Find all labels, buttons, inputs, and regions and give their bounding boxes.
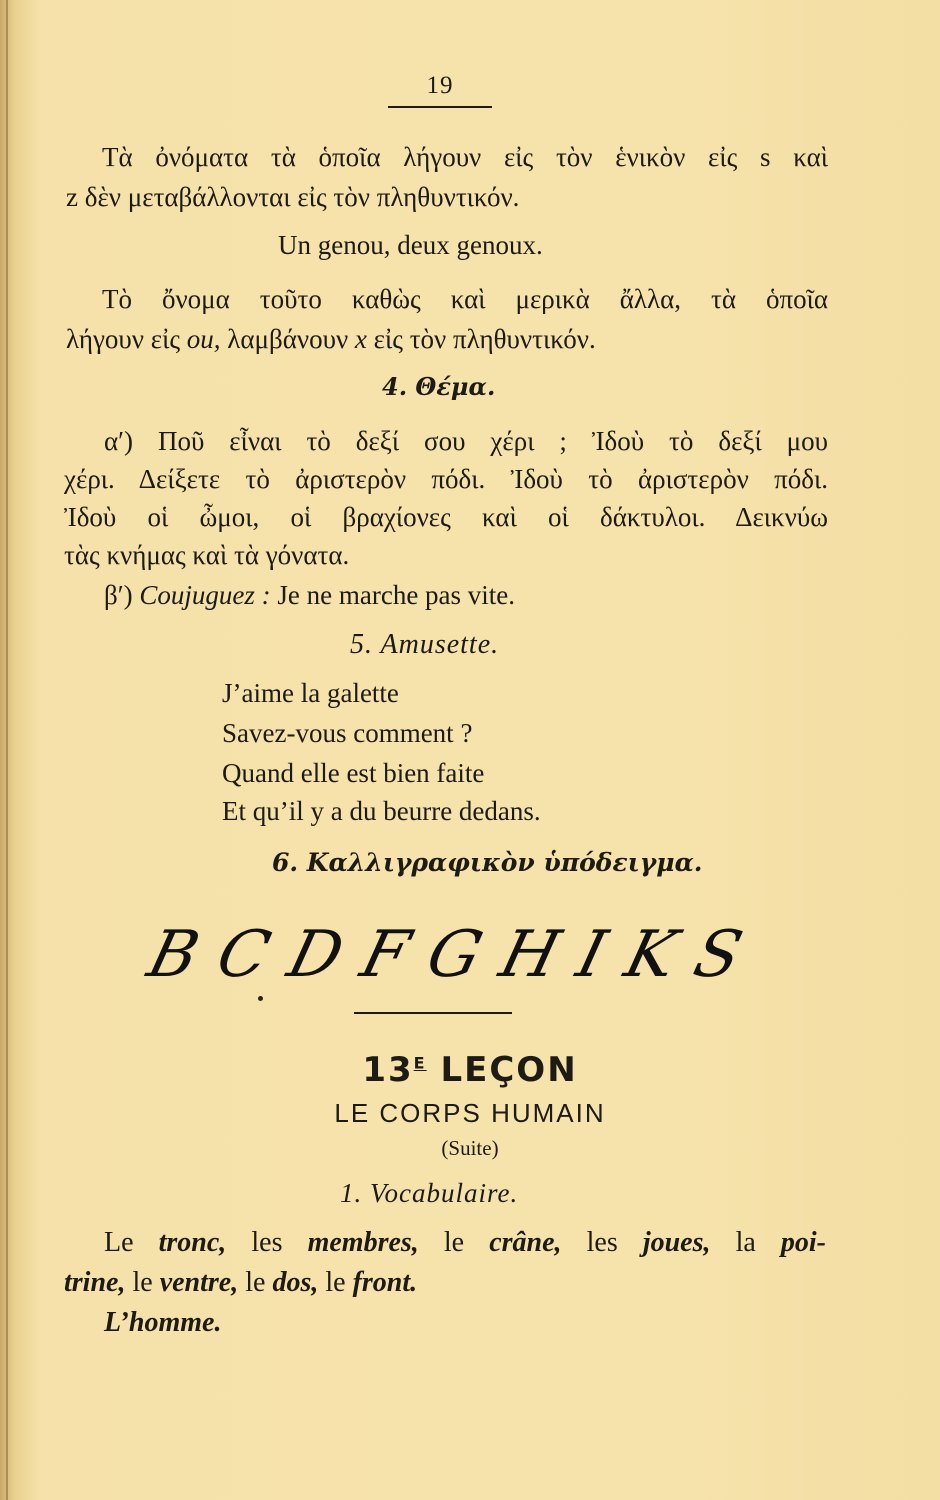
example-line: Un genou, deux genoux. [278,230,543,260]
script-letter: H [492,918,567,992]
vocab-word: joues, [642,1227,711,1258]
vocab-text: Le [104,1227,159,1258]
lesson-word: LEÇON [426,1050,578,1090]
vocab-line1 [104,1226,826,1260]
para2-line2 [66,322,596,356]
thema-sentence: Je ne marche pas vite. [270,580,516,610]
script-letter: C [209,918,278,992]
para2-text: εἰς τὸν πληθυντικόν. [366,324,596,354]
section-divider [354,1012,512,1014]
para2-text: λαμβάνουν [220,324,355,354]
para1-line1: Τὰ ὀνόματα τὰ ὁποῖα λήγουν εἰς τὸν ἑνικὸν εἰς s καὶ [102,142,828,172]
ink-dot [258,996,263,1001]
vocab-line2 [64,1266,417,1300]
vocab-text: le [418,1227,490,1258]
thema-line3: Ἰδοὺ οἱ ὦμοι, οἱ βραχίονες καὶ οἱ δάκτυλοι. Δεικνύω [64,502,828,532]
script-letter: K [617,918,684,992]
heading-calligraphy: 6. Καλλιγραφικὸν ὑπόδειγμα. [272,848,703,877]
poem-line-1: J’aime la galette [222,678,399,708]
vocab-text: le [238,1267,273,1298]
vocab-word: crâne, [489,1227,562,1258]
thema-conjuguez: Coujuguez : [139,580,271,610]
heading-amusette: 5. Amusette. [350,629,500,660]
para1-line2: z δὲν μεταβάλλονται εἰς τὸν πληθυντικόν. [66,182,520,212]
page-number-block [388,72,492,108]
vocab-text: le [318,1267,353,1298]
thema-line4: τὰς κνήμας καὶ τὰ γόνατα. [64,540,350,570]
lesson-title [0,1050,940,1090]
thema-line2: χέρι. Δείξετε τὸ ἀριστερὸν πόδι. Ἰδοὺ τὸ ἀριστερὸν πόδι. [64,464,828,494]
script-letter: B [140,918,207,992]
script-letter: G [419,918,490,992]
page-number-rule [388,106,492,108]
thema-line1: α′) Ποῦ εἶναι τὸ δεξί σου χέρι ; Ἰδοὺ τὸ δεξί μου [104,426,828,456]
script-letter: I [570,918,614,992]
thema-line5 [104,578,515,612]
vocab-word: membres, [307,1227,419,1258]
lesson-suite: (Suite) [441,1136,499,1160]
para2-line1: Τὸ ὄνομα τοῦτο καθὼς καὶ μερικὰ ἄλλα, τὰ ὁποῖα [102,284,828,314]
vocab-text: les [561,1227,643,1258]
vocab-text: les [226,1227,308,1258]
page-number: 19 [426,72,454,99]
lesson-subtitle: LE CORPS HUMAIN [334,1098,606,1128]
vocab-word: trine, [64,1267,126,1298]
poem-line-4: Et qu’il y a du beurre dedans. [222,796,541,826]
vocab-word: front. [352,1267,418,1298]
para2-x: x [354,324,367,354]
vocab-word: dos, [272,1267,319,1298]
vocab-word: ventre, [159,1267,239,1298]
poem-line-3: Quand elle est bien faite [222,758,485,788]
heading-vocabulaire: 1. Vocabulaire. [340,1178,519,1208]
script-letter: S [686,918,750,992]
para2-ou: ou, [186,324,221,354]
vocab-text: le [125,1267,160,1298]
para2-text: λήγουν εἰς [66,324,187,354]
heading-thema: 4. Θέμα. [382,372,496,401]
vocab-word: tronc, [158,1227,227,1258]
vocab-text: la [710,1227,781,1258]
vocab-line3: L’homme. [104,1307,222,1338]
vocab-word: poi- [780,1227,826,1258]
lesson-number-sup: E [413,1053,427,1073]
poem-line-2: Savez-vous comment ? [222,718,473,748]
calligraphy-sample [140,915,750,995]
script-letter: F [353,918,417,992]
lesson-number: 13 [362,1050,414,1090]
gutter-shadow [6,0,8,1500]
script-letter: D [280,918,351,992]
thema-beta: β′) [104,580,140,610]
